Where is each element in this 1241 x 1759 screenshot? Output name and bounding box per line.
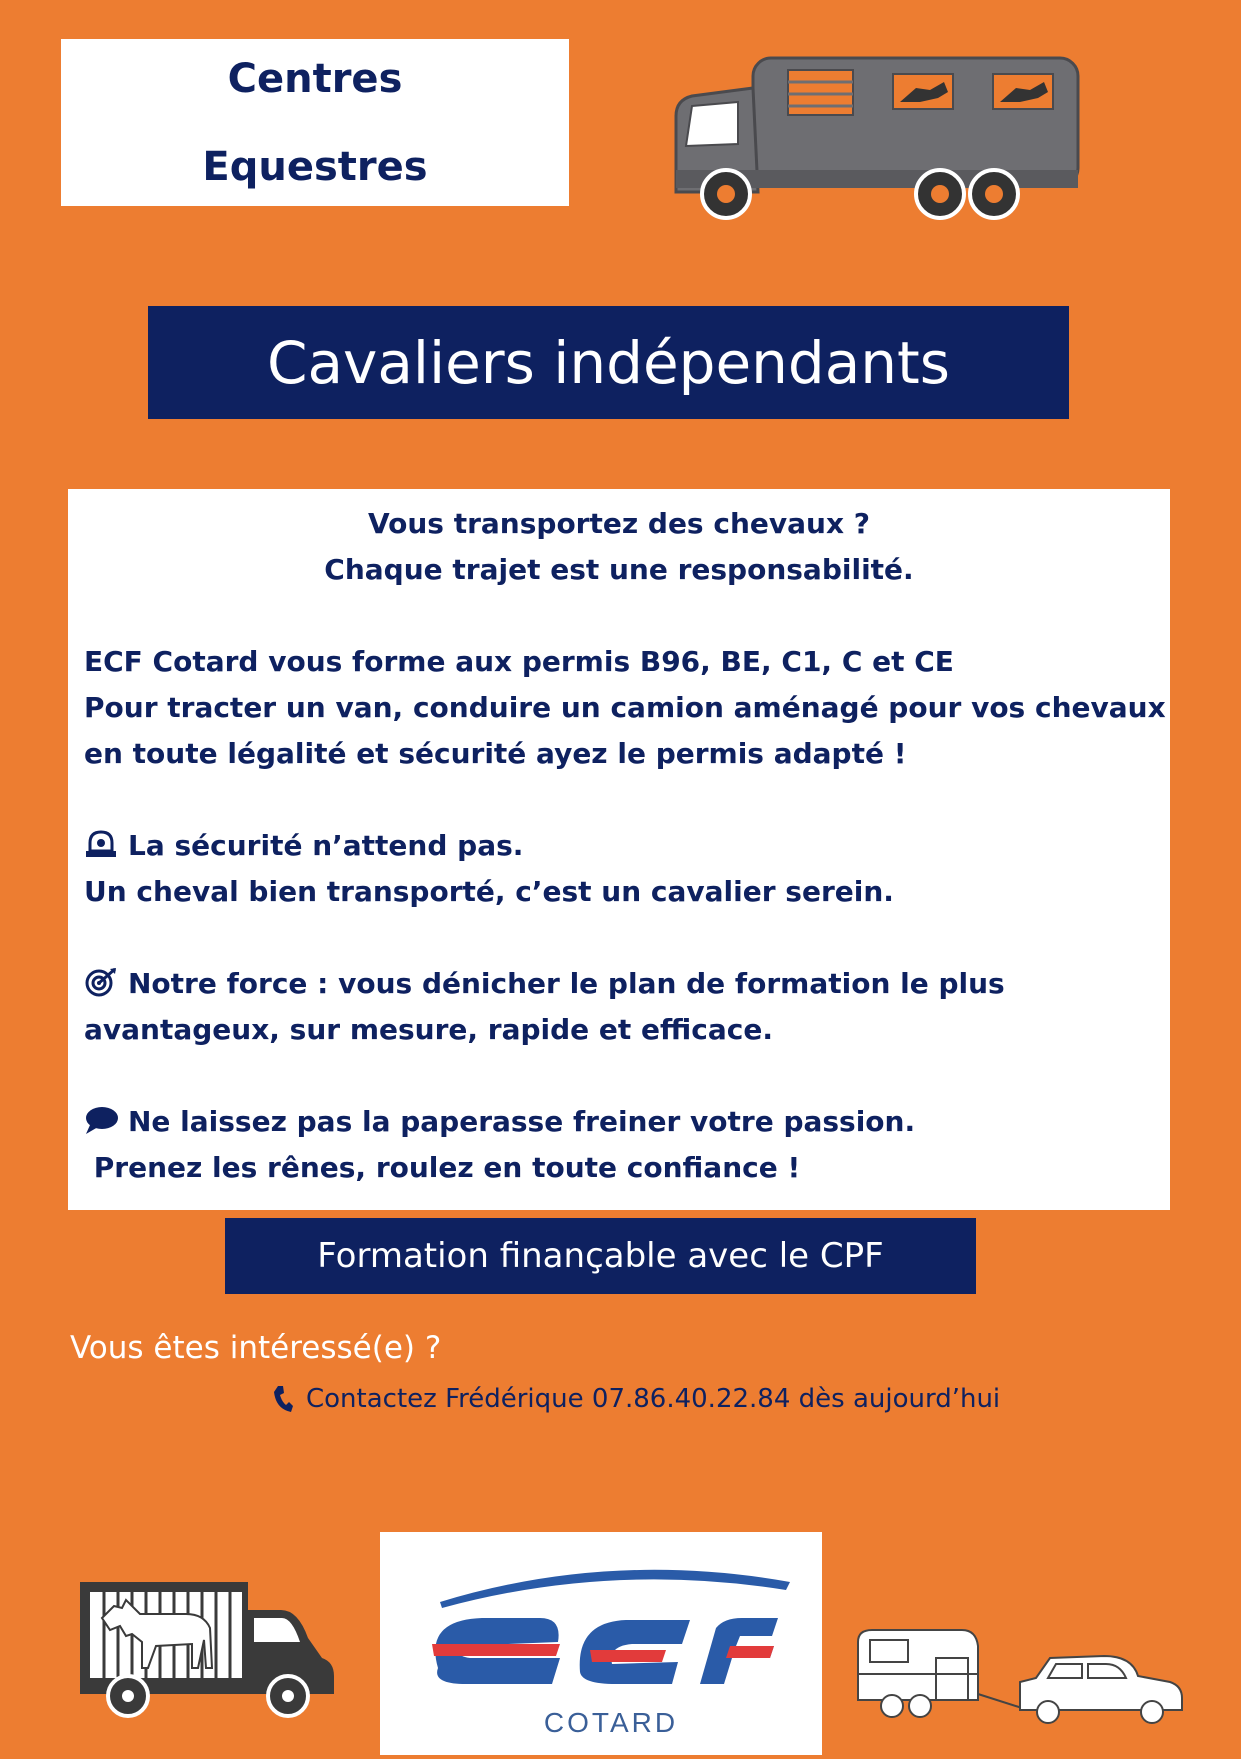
intro-line-1: Vous transportez des chevaux ?	[367, 507, 871, 540]
car-trailer-icon	[852, 1624, 1188, 1724]
passion-line-1: Ne laissez pas la paperasse freiner votre passion.	[128, 1105, 916, 1138]
safety-line-1-row	[84, 823, 1154, 869]
phone-icon	[272, 1385, 294, 1413]
headline-banner: Cavaliers indépendants	[148, 306, 1069, 419]
passion-line-1-row	[84, 1099, 1154, 1145]
force-line-1: Notre force : vous dénicher le plan de formation le plus	[128, 967, 1005, 1000]
logo-subtitle: COTARD	[543, 1707, 679, 1738]
siren-icon	[84, 829, 118, 859]
safety-line-1: La sécurité n’attend pas.	[128, 829, 524, 862]
force-line-1-row	[84, 961, 1154, 1007]
horse-truck-icon	[668, 52, 1088, 224]
permits-line-1: ECF Cotard vous forme aux permis B96, BE, C1, C et CE	[84, 645, 954, 678]
permits-line-2: Pour tracter un van, conduire un camion aménagé pour vos chevaux	[84, 691, 1166, 724]
logo-box	[380, 1532, 822, 1755]
horse-van-icon	[76, 1578, 338, 1720]
title-line-1: Centres	[227, 55, 403, 102]
cpf-banner: Formation finançable avec le CPF	[225, 1218, 976, 1294]
contact-line[interactable]: Contactez Frédérique 07.86.40.22.84 dès aujourd’hui	[306, 1384, 1001, 1414]
speech-bubble-icon	[84, 1105, 118, 1135]
force-line-2: avantageux, sur mesure, rapide et efficace.	[84, 1013, 773, 1046]
passion-line-2: Prenez les rênes, roulez en toute confiance !	[84, 1151, 801, 1184]
ecf-logo	[380, 1532, 822, 1755]
contact-line-row	[272, 1384, 1000, 1414]
title-line-2: Equestres	[202, 143, 428, 190]
intro-line-2: Chaque trajet est une responsabilité.	[324, 553, 914, 586]
safety-line-2: Un cheval bien transporté, c’est un cavalier serein.	[84, 875, 894, 908]
permits-line-3: en toute légalité et sécurité ayez le permis adapté !	[84, 737, 907, 770]
title-box	[61, 39, 569, 206]
target-icon	[84, 967, 118, 997]
main-text-box	[68, 489, 1170, 1210]
interest-question: Vous êtes intéressé(e) ?	[70, 1330, 442, 1366]
